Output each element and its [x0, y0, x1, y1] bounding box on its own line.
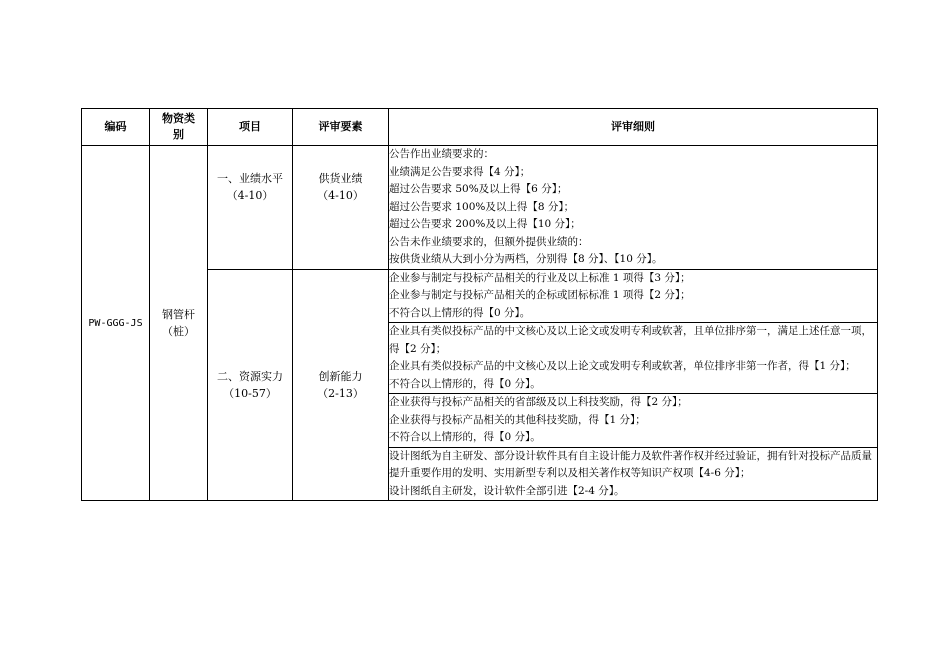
header-item: 项目	[208, 109, 293, 146]
item-cell-2	[208, 269, 293, 501]
scoring-table	[81, 108, 878, 501]
element-cell-1	[293, 146, 389, 270]
detail-line: 不符合以上情形的，得【0 分】。	[389, 431, 541, 443]
detail-line: 公告作出业绩要求的：	[389, 148, 494, 160]
element-1-name: 供货业绩	[318, 172, 363, 185]
detail-line: 公告未作业绩要求的，但额外提供业绩的：	[389, 235, 589, 248]
detail-cell-2	[389, 269, 878, 323]
detail-line: 业绩满足公告要求得【4 分】；	[389, 165, 531, 178]
detail-line: 设计图纸为自主研发、部分设计软件具有自主设计能力及软件著作权并经过验证，拥有针对投标产品质量提升重要作用的发明、实用新型专利以及相关著作权等知识产权项【4-6 分】；	[389, 449, 872, 479]
element-2-name: 创新能力	[318, 369, 363, 383]
category-cell	[150, 146, 208, 501]
detail-line: 超过公告要求 50%及以上得【6 分】；	[389, 183, 568, 195]
detail-line: 企业具有类似投标产品的中文核心及以上论文或发明专利或软著，且单位排序第一，满足上述任意一项，得【2 分】；	[389, 325, 872, 355]
item-2-name: 二、资源实力	[217, 369, 283, 383]
element-2-range: （2-13）	[317, 386, 364, 400]
detail-line: 企业获得与投标产品相关的省部级及以上科技奖励，得【2 分】；	[389, 396, 688, 408]
detail-line: 不符合以上情形的得【0 分】。	[389, 306, 531, 319]
detail-line: 企业参与制定与投标产品相关的行业及以上标准 1 项得【3 分】；	[389, 271, 691, 284]
header-category: 物资类别	[150, 109, 208, 146]
detail-cell-3	[389, 323, 878, 394]
detail-line: 企业获得与投标产品相关的其他科技奖励，得【1 分】；	[389, 413, 646, 426]
element-1-range: （4-10）	[317, 189, 364, 202]
detail-line: 超过公告要求 100%及以上得【8 分】；	[389, 200, 575, 213]
header-detail: 评审细则	[389, 109, 878, 146]
item-1-range: （4-10）	[226, 189, 274, 202]
detail-line: 设计图纸自主研发，设计软件全部引进【2-4 分】。	[389, 484, 625, 497]
detail-line: 企业参与制定与投标产品相关的企标或团标标准 1 项得【2 分】；	[389, 289, 691, 301]
code-cell: PW-GGG-JS	[82, 146, 150, 501]
detail-cell-5	[389, 447, 878, 501]
detail-cell-4	[389, 394, 878, 448]
category-line-1: 钢管杆	[162, 308, 195, 321]
header-row	[82, 109, 878, 146]
item-1-name: 一、业绩水平	[217, 172, 283, 185]
detail-line: 不符合以上情形的，得【0 分】。	[389, 377, 541, 390]
element-cell-2	[293, 269, 389, 501]
detail-cell-1	[389, 146, 878, 270]
detail-line: 按供货业绩从大到小分为两档，分别得【8 分】、【10 分】。	[389, 253, 663, 265]
table-row	[82, 146, 878, 270]
detail-line: 企业具有类似投标产品的中文核心及以上论文或发明专利或软著，单位排序非第一作者，得【1 分】；	[389, 360, 856, 372]
item-2-range: （10-57）	[223, 386, 277, 400]
detail-line: 超过公告要求 200%及以上得【10 分】；	[389, 218, 581, 230]
header-element: 评审要素	[293, 109, 389, 146]
category-line-2: （桩）	[162, 325, 195, 338]
header-code: 编码	[82, 109, 150, 146]
item-cell-1	[208, 146, 293, 270]
